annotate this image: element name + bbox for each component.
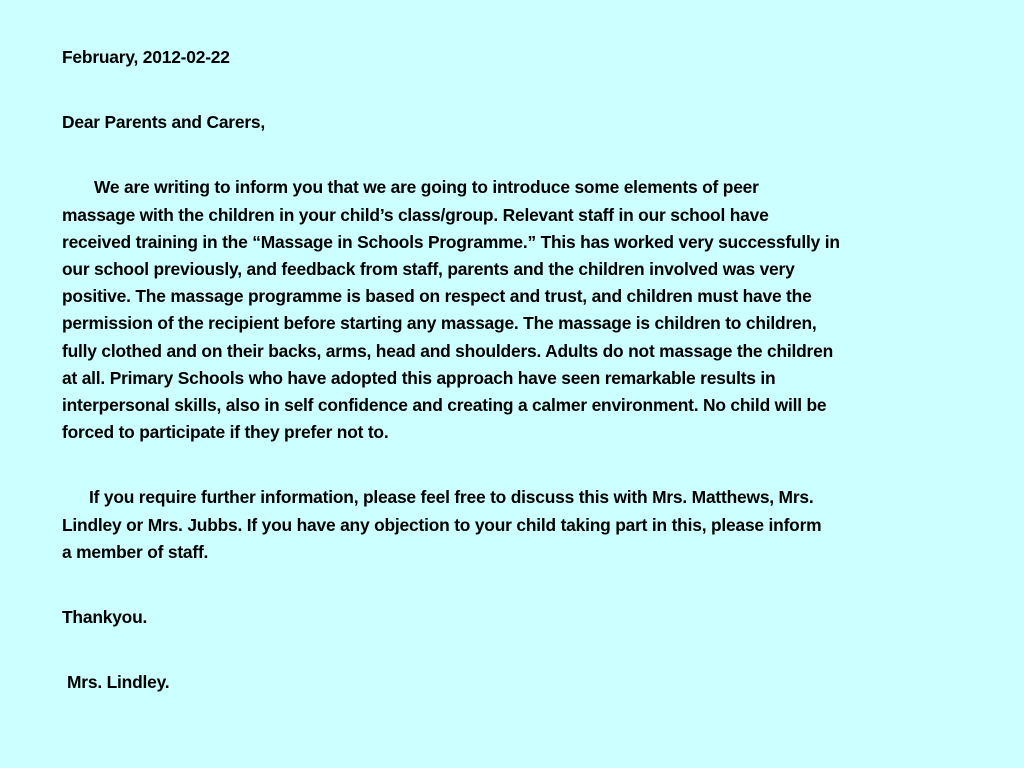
paragraph-line: forced to participate if they prefer not to. — [62, 422, 389, 443]
paragraph-line: a member of staff. — [62, 541, 209, 562]
paragraph-line: our school previously, and feedback from staff, parents and the children involved was very — [62, 259, 795, 280]
letter — [62, 44, 967, 696]
paragraph-line: interpersonal skills, also in self confidence and creating a calmer environment. No child will be — [62, 395, 827, 416]
paragraph-line: positive. The massage programme is based on respect and trust, and children must have the — [62, 286, 812, 307]
letter-salutation: Dear Parents and Carers, — [62, 112, 266, 133]
letter-paragraph-1 — [62, 174, 967, 446]
paragraph-line: permission of the recipient before starting any massage. The massage is children to children, — [62, 313, 817, 334]
paragraph-line: received training in the “Massage in Schools Programme.” This has worked very successfully in — [62, 231, 840, 252]
letter-closing: Thankyou. — [62, 607, 148, 628]
letter-signature: Mrs. Lindley. — [67, 672, 170, 693]
letter-date: February, 2012-02-22 — [62, 47, 230, 67]
paragraph-line: at all. Primary Schools who have adopted this approach have seen remarkable results in — [62, 367, 776, 388]
paragraph-line: massage with the children in your child’s class/group. Relevant staff in our school have — [62, 204, 769, 225]
letter-paragraph-2 — [62, 484, 967, 566]
paragraph-line: We are writing to inform you that we are going to introduce some elements of peer — [94, 177, 759, 198]
paragraph-line: If you require further information, please feel free to discuss this with Mrs. Matthews, Mrs. — [89, 487, 814, 508]
paragraph-line: fully clothed and on their backs, arms, head and shoulders. Adults do not massage the children — [62, 340, 834, 361]
paragraph-line: Lindley or Mrs. Jubbs. If you have any objection to your child taking part in this, please inform — [62, 514, 822, 535]
